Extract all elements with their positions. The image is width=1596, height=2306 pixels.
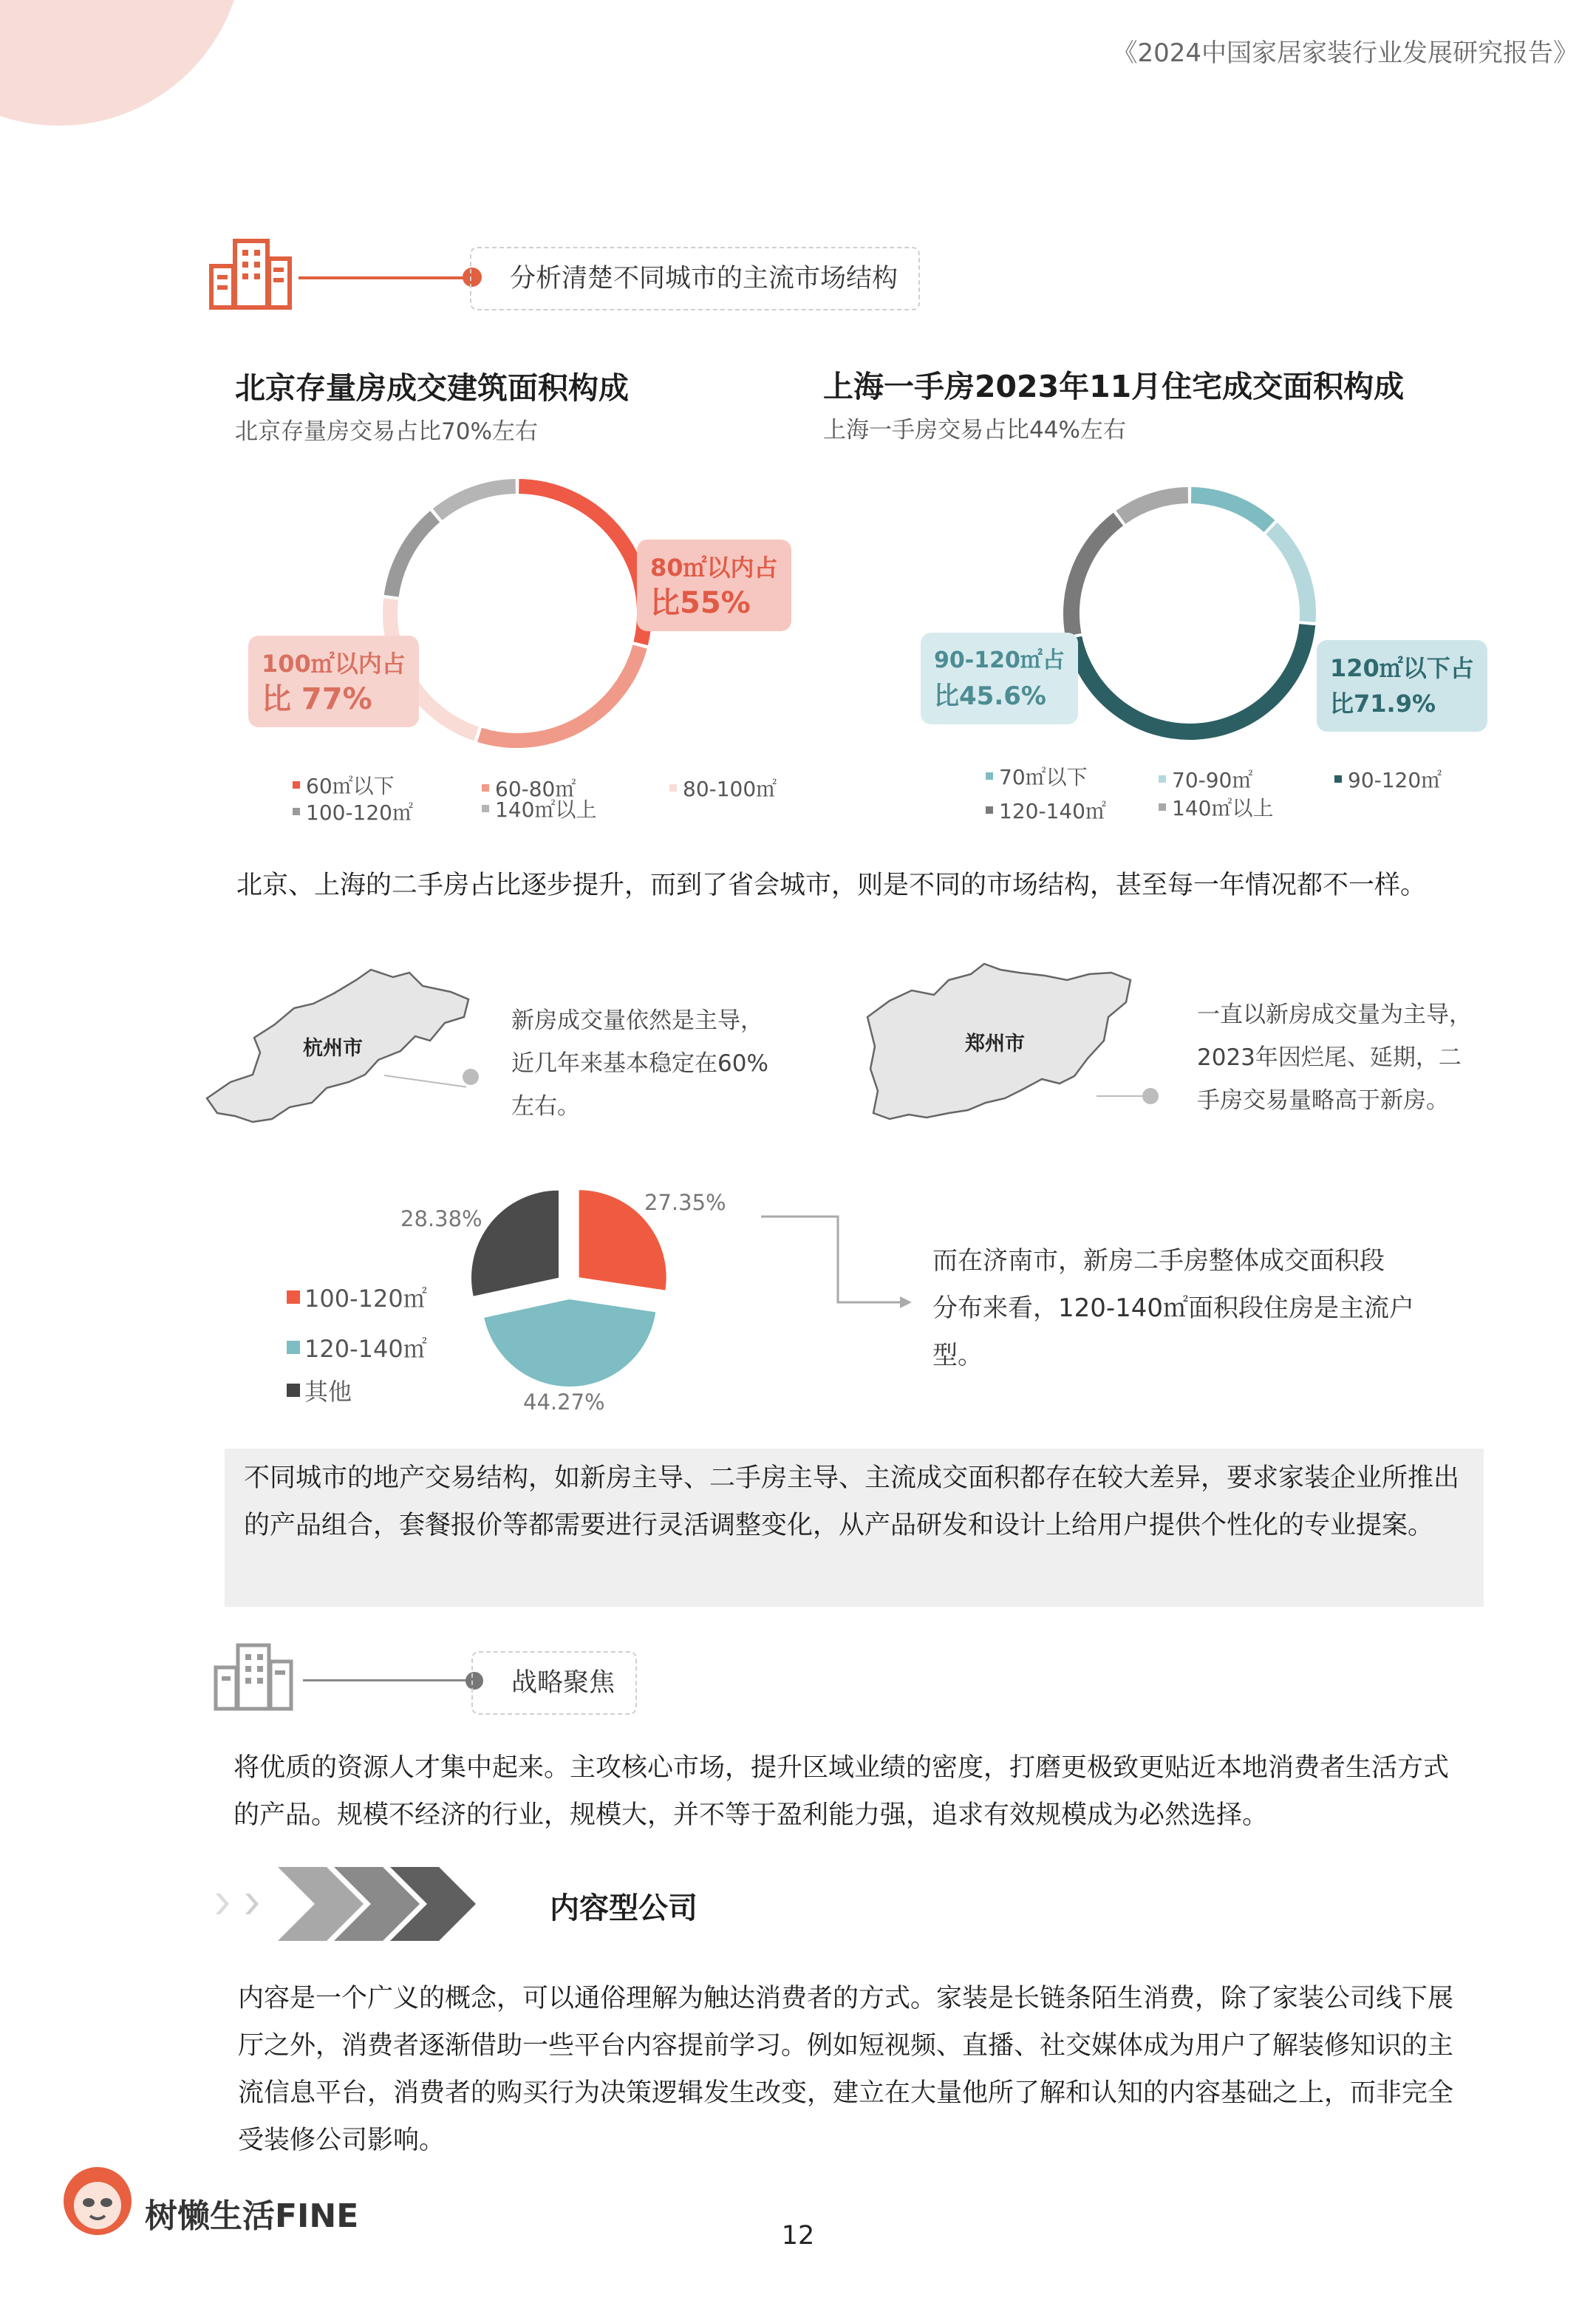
- zhengzhou-line-2: 2023年因烂尾、延期，二: [1197, 1044, 1462, 1071]
- zhengzhou-pointer-dot: [1142, 1088, 1159, 1104]
- beijing-donut-segment-5: [437, 486, 516, 514]
- legend-label: 120-140㎡: [999, 799, 1106, 823]
- legend-swatch: [1159, 803, 1166, 811]
- shanghai-callout-120: [1317, 640, 1487, 732]
- shanghai-callout-120-line1: 120㎡以下占: [1330, 654, 1474, 682]
- content-company-paragraph: 内容是一个广义的概念，可以通俗理解为触达消费者的方式。家装是长链条陌生消费，除了家装公司线下展厅之外，消费者逐渐借助一些平台内容提前学习。例如短视频、直播、社交媒体成为用户了解装修知识的主流信息平台，消费者的购买行为决策逻辑发生改变，建立在大量他所了解和认知的内容基础之上，而非完全受装修公司影响。: [238, 1984, 1454, 2155]
- beijing-legend-item: [293, 770, 395, 800]
- shanghai-donut-segment-2: [1272, 528, 1308, 622]
- zhengzhou-description: [1197, 993, 1472, 1122]
- shanghai-callout-90-120-line2: 比45.6%: [934, 681, 1046, 711]
- hangzhou-pointer-dot: [463, 1069, 479, 1085]
- chevron-arrows-icon: [216, 1864, 526, 1944]
- jinan-line-2: 分布来看，120-140㎡面积段住房是主流户: [932, 1293, 1415, 1323]
- page-number: 12: [781, 2221, 815, 2251]
- beijing-legend-item: [669, 773, 777, 803]
- legend-swatch: [293, 808, 300, 815]
- shanghai-donut-segment-5: [1121, 495, 1188, 517]
- legend-label: 100-120㎡: [304, 1285, 427, 1313]
- legend-swatch: [986, 772, 993, 780]
- legend-label: 90-120㎡: [1348, 768, 1442, 792]
- jinan-pie-slice-3: [471, 1191, 559, 1296]
- jinan-legend-item: [287, 1330, 427, 1364]
- pie-label-100-120: 27.35%: [644, 1190, 726, 1215]
- building-icon: [205, 237, 294, 310]
- building-icon-gray: [211, 1641, 297, 1712]
- pie-label-120-140: 44.27%: [523, 1390, 605, 1415]
- legend-swatch: [293, 781, 300, 789]
- corner-decoration: [0, 0, 244, 126]
- hangzhou-line-2: 近几年来基本稳定在60%: [511, 1050, 768, 1077]
- legend-swatch: [482, 805, 489, 812]
- legend-swatch: [1159, 775, 1166, 783]
- shanghai-donut-chart: [1049, 473, 1330, 754]
- section-label-market-structure: 分析清楚不同城市的主流市场结构: [470, 247, 920, 310]
- legend-swatch: [669, 784, 677, 792]
- zhengzhou-line-1: 一直以新房成交量为主导，: [1197, 1001, 1472, 1028]
- shanghai-legend-item: [986, 795, 1106, 825]
- content-company-heading: 内容型公司: [550, 1891, 698, 1925]
- legend-label: 60-80㎡: [495, 777, 576, 801]
- shanghai-chart-subtitle: 上海一手房交易占比44%左右: [823, 417, 1126, 443]
- legend-label: 100-120㎡: [306, 800, 413, 825]
- legend-label: 60㎡以下: [306, 774, 395, 798]
- legend-label: 80-100㎡: [683, 777, 777, 801]
- logo-text: 树懒生活FINE: [145, 2197, 359, 2235]
- legend-label: 140㎡以上: [1172, 796, 1274, 820]
- conclusion-text: 不同城市的地产交易结构，如新房主导、二手房主导、主流成交面积都存在较大差异，要求家装企业所推出的产品组合，套餐报价等都需要进行灵活调整变化，从产品研发和设计上给用户提供个性化的专业提案。: [244, 1463, 1460, 1540]
- legend-label: 140㎡以上: [495, 797, 597, 822]
- beijing-callout-100: [248, 636, 419, 727]
- connector-line: [299, 276, 473, 279]
- report-title: 《2024中国家居家装行业发展研究报告》: [1112, 38, 1578, 68]
- legend-swatch: [287, 1290, 300, 1304]
- beijing-callout-80-line1: 80㎡以内占: [650, 554, 778, 582]
- shanghai-callout-90-120: [921, 633, 1078, 724]
- legend-label: 其他: [304, 1378, 352, 1406]
- beijing-legend-item: [293, 797, 413, 826]
- zhengzhou-pointer-line: [1097, 1095, 1148, 1097]
- legend-swatch: [287, 1384, 300, 1397]
- shanghai-legend-item: [1334, 764, 1442, 794]
- shanghai-legend-item: [986, 761, 1088, 791]
- hangzhou-map-label: 杭州市: [303, 1037, 363, 1060]
- legend-label: 120-140㎡: [304, 1335, 427, 1363]
- legend-swatch: [1334, 775, 1342, 783]
- hangzhou-line-3: 左右。: [511, 1093, 580, 1120]
- beijing-donut-segment-1: [519, 486, 644, 644]
- jinan-description: [932, 1237, 1414, 1379]
- shanghai-donut-segment-4: [1071, 519, 1118, 635]
- shanghai-callout-120-line2: 比71.9%: [1330, 690, 1436, 718]
- hangzhou-description: [511, 999, 768, 1128]
- jinan-line-3: 型。: [932, 1341, 983, 1370]
- shanghai-donut-segment-1: [1191, 495, 1269, 526]
- legend-swatch: [986, 806, 993, 814]
- jinan-pie-slice-2: [484, 1299, 655, 1387]
- zhengzhou-map-label: 郑州市: [965, 1033, 1025, 1055]
- jinan-arrow-connector: [758, 1209, 915, 1313]
- beijing-legend-item: [482, 794, 596, 823]
- hangzhou-line-1: 新房成交量依然是主导，: [511, 1007, 763, 1034]
- jinan-line-1: 而在济南市，新房二手房整体成交面积段: [932, 1246, 1385, 1276]
- pie-label-other: 28.38%: [400, 1206, 482, 1231]
- beijing-callout-80-line2: 比55%: [650, 586, 751, 620]
- legend-swatch: [287, 1341, 300, 1354]
- beijing-donut-segment-2: [480, 647, 640, 741]
- beijing-callout-80: [637, 540, 791, 631]
- zhengzhou-line-3: 手房交易量略高于新房。: [1197, 1087, 1449, 1114]
- connector-line-gray: [303, 1679, 468, 1681]
- beijing-callout-100-line1: 100㎡以内占: [262, 650, 406, 678]
- strategy-paragraph: 将优质的资源人才集中起来。主攻核心市场，提升区域业绩的密度，打磨更极致更贴近本地消费者生活方式的产品。规模不经济的行业，规模大，并不等于盈利能力强，追求有效规模成为必然选择。: [233, 1753, 1450, 1830]
- conclusion-box: [225, 1449, 1484, 1607]
- legend-label: 70㎡以下: [999, 765, 1088, 789]
- beijing-donut-segment-4: [392, 517, 435, 596]
- beijing-chart-title: 北京存量房成交建筑面积构成: [235, 370, 629, 406]
- jinan-legend-item: [287, 1280, 427, 1314]
- legend-swatch: [482, 784, 489, 792]
- section-label-strategy: 战略聚焦: [471, 1651, 637, 1715]
- jinan-legend-item: [287, 1373, 352, 1407]
- shanghai-donut-segment-3: [1074, 625, 1307, 732]
- beijing-callout-100-line2: 比 77%: [262, 682, 372, 716]
- summary-line: 北京、上海的二手房占比逐步提升，而到了省会城市，则是不同的市场结构，甚至每一年情况都不一样。: [236, 871, 1427, 900]
- legend-label: 70-90㎡: [1172, 768, 1253, 792]
- shanghai-legend-item: [1159, 764, 1252, 794]
- shanghai-legend-item: [1159, 792, 1273, 822]
- shanghai-chart-title: 上海一手房2023年11月住宅成交面积构成: [823, 369, 1405, 404]
- shanghai-callout-90-120-line1: 90-120㎡占: [934, 647, 1065, 673]
- beijing-chart-subtitle: 北京存量房交易占比70%左右: [235, 418, 538, 445]
